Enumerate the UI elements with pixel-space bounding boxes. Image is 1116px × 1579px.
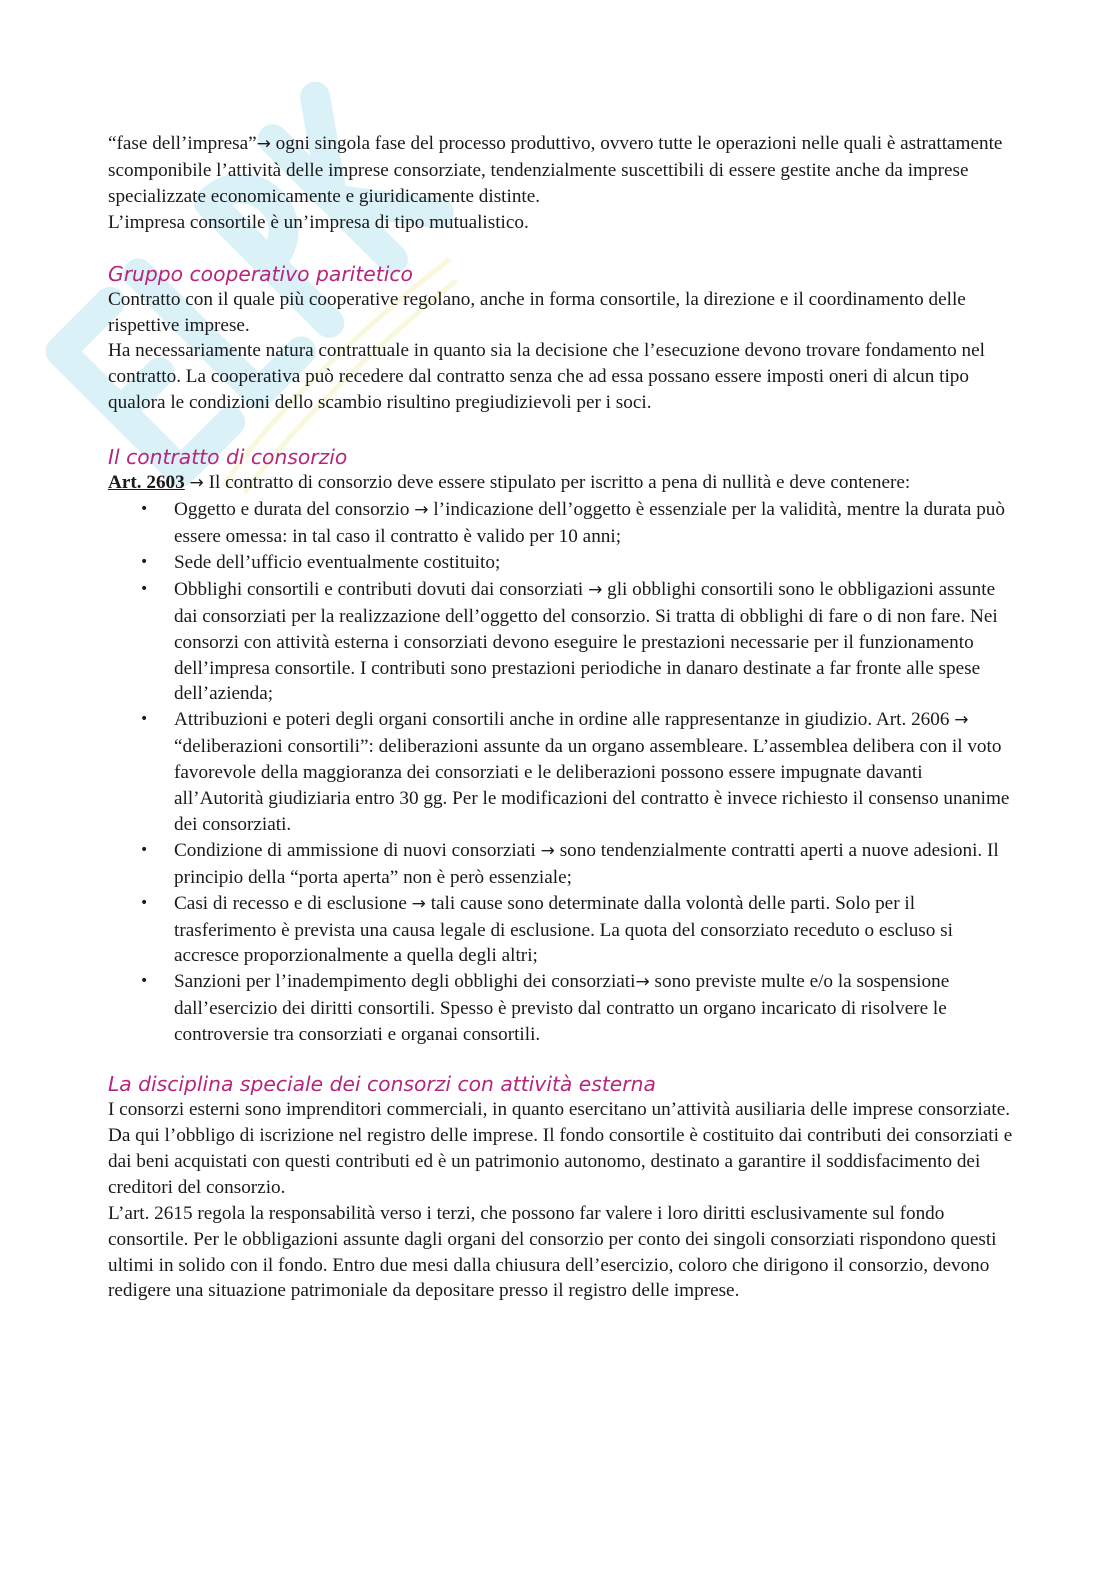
- arrow-icon: →: [411, 893, 426, 914]
- list-item: • Casi di recesso e di esclusione → tali cause sono determinate dalla volontà delle parti. Solo per il trasferimento è prevista una causa legale di esclusione. La quota del consorziato receduto o escluso si accresce proporzionalmente a quella degli altri;: [140, 892, 953, 967]
- arrow-icon: →: [414, 500, 429, 521]
- article-reference: Art. 2603: [108, 472, 185, 494]
- heading-contratto-consorzio: Il contratto di consorzio: [108, 445, 348, 470]
- bullet-icon: •: [140, 711, 149, 728]
- contract-contents-list: [108, 497, 1013, 1048]
- arrow-icon: →: [540, 840, 555, 861]
- intro-conclusion: L’impresa consortile è un’impresa di tipo mutualistico.: [108, 211, 529, 233]
- arrow-icon: →: [588, 579, 603, 600]
- section3-paragraph-1: I consorzi esterni sono imprenditori commerciali, in quanto esercitano un’attività ausiliaria delle imprese consorziate. Da qui l’obbligo di iscrizione nel registro delle imprese. Il fondo consortile è costituito dai contributi dei consorziati e dai beni acquistati con questi contributi ed è un patrimonio autonomo, destinato a garantire il soddisfacimento dei creditori del consorzio.: [108, 1099, 1013, 1198]
- arrow-icon: →: [256, 134, 271, 154]
- arrow-icon: →: [189, 473, 204, 494]
- bullet-icon: •: [140, 973, 149, 990]
- list-item: • Sede dell’ufficio eventualmente costituito;: [174, 550, 1013, 577]
- intro-quote: “fase dell’impresa”: [108, 133, 257, 154]
- heading-gruppo-cooperativo: Gruppo cooperativo paritetico: [108, 261, 413, 286]
- arrow-icon: →: [635, 972, 650, 993]
- intro-paragraph: “fase dell’impresa”→ ogni singola fase del processo produttivo, ovvero tutte le operazioni nelle quali è astrattamente scomponibile l’attività delle imprese consorziate, tendenzialmente suscettibili di essere gestite anche da imprese specializzate economicamente e giuridicamente distinte.: [108, 133, 1003, 207]
- bullet-icon: •: [140, 841, 149, 858]
- bullet-icon: •: [140, 553, 149, 570]
- bullet-icon: •: [140, 501, 149, 518]
- section1-paragraph-2: Ha necessariamente natura contrattuale in quanto sia la decisione che l’esecuzione devono trovare fondamento nel contratto. La cooperativa può recedere dal contratto senza che ad essa possano essere imposti oneri di alcun tipo qualora le condizioni dello scambio risultino pregiudizievoli per i soci.: [108, 340, 985, 414]
- list-item: • Obblighi consortili e contributi dovuti dai consorziati → gli obblighi consortili sono le obbligazioni assunte dai consorziati per la realizzazione dell’oggetto del consorzio. Si tratta di obblighi di fare o di non fare. Nei consorzi con attività esterna i consorziati devono eseguire le prestazioni necessarie per il funzionamento dell’impresa consortile. I contributi sono prestazioni periodiche in danaro destinate a far fronte alle spese dell’azienda;: [140, 578, 998, 705]
- section1-paragraph-1: Contratto con il quale più cooperative regolano, anche in forma consortile, la direzione e il coordinamento delle rispettive imprese.: [108, 288, 966, 336]
- heading-disciplina-speciale: La disciplina speciale dei consorzi con attività esterna: [108, 1072, 656, 1097]
- document-page: [108, 131, 1013, 1304]
- list-item: • Oggetto e durata del consorzio → l’indicazione dell’oggetto è essenziale per la validità, mentre la durata può essere omessa: in tal caso il contratto è valido per 10 anni;: [140, 499, 1005, 547]
- arrow-icon: →: [954, 710, 969, 731]
- list-item: • Condizione di ammissione di nuovi consorziati → sono tendenzialmente contratti aperti a nuove adesioni. Il principio della “porta aperta” non è però essenziale;: [140, 839, 999, 888]
- section2-intro: Art. 2603 → Il contratto di consorzio deve essere stipulato per iscritto a pena di nullità e deve contenere:: [108, 472, 911, 494]
- list-item: • Attribuzioni e poteri degli organi consortili anche in ordine alle rappresentanze in giudizio. Art. 2606 → “deliberazioni consortili”: deliberazioni assunte da un organo assembleare. L’assemblea delibera con il voto favorevole della maggioranza dei consorziati e le deliberazioni possono essere impugnate davanti all’Autorità giudiziaria entro 30 gg. Per le modificazioni del contratto è invece richiesto il consenso unanime dei consorziati.: [140, 709, 1010, 835]
- section3-paragraph-2: L’art. 2615 regola la responsabilità verso i terzi, che possono far valere i loro diritti esclusivamente sul fondo consortile. Per le obbligazioni assunte dagli organi del consorzio per conto dei singoli consorziati rispondono questi ultimi in solido con il fondo. Entro due mesi dalla chiusura dell’esercizio, coloro che dirigono il consorzio, devono redigere una situazione patrimoniale da depositare presso il registro delle imprese.: [108, 1202, 997, 1302]
- bullet-icon: •: [140, 894, 149, 911]
- bullet-icon: •: [140, 580, 149, 597]
- list-item: • Sanzioni per l’inadempimento degli obblighi dei consorziati→ sono previste multe e/o la sospensione dall’esercizio dei diritti consortili. Spesso è previsto dal contratto un organo incaricato di risolvere le controversie tra consorziati e organai consortili.: [140, 971, 950, 1046]
